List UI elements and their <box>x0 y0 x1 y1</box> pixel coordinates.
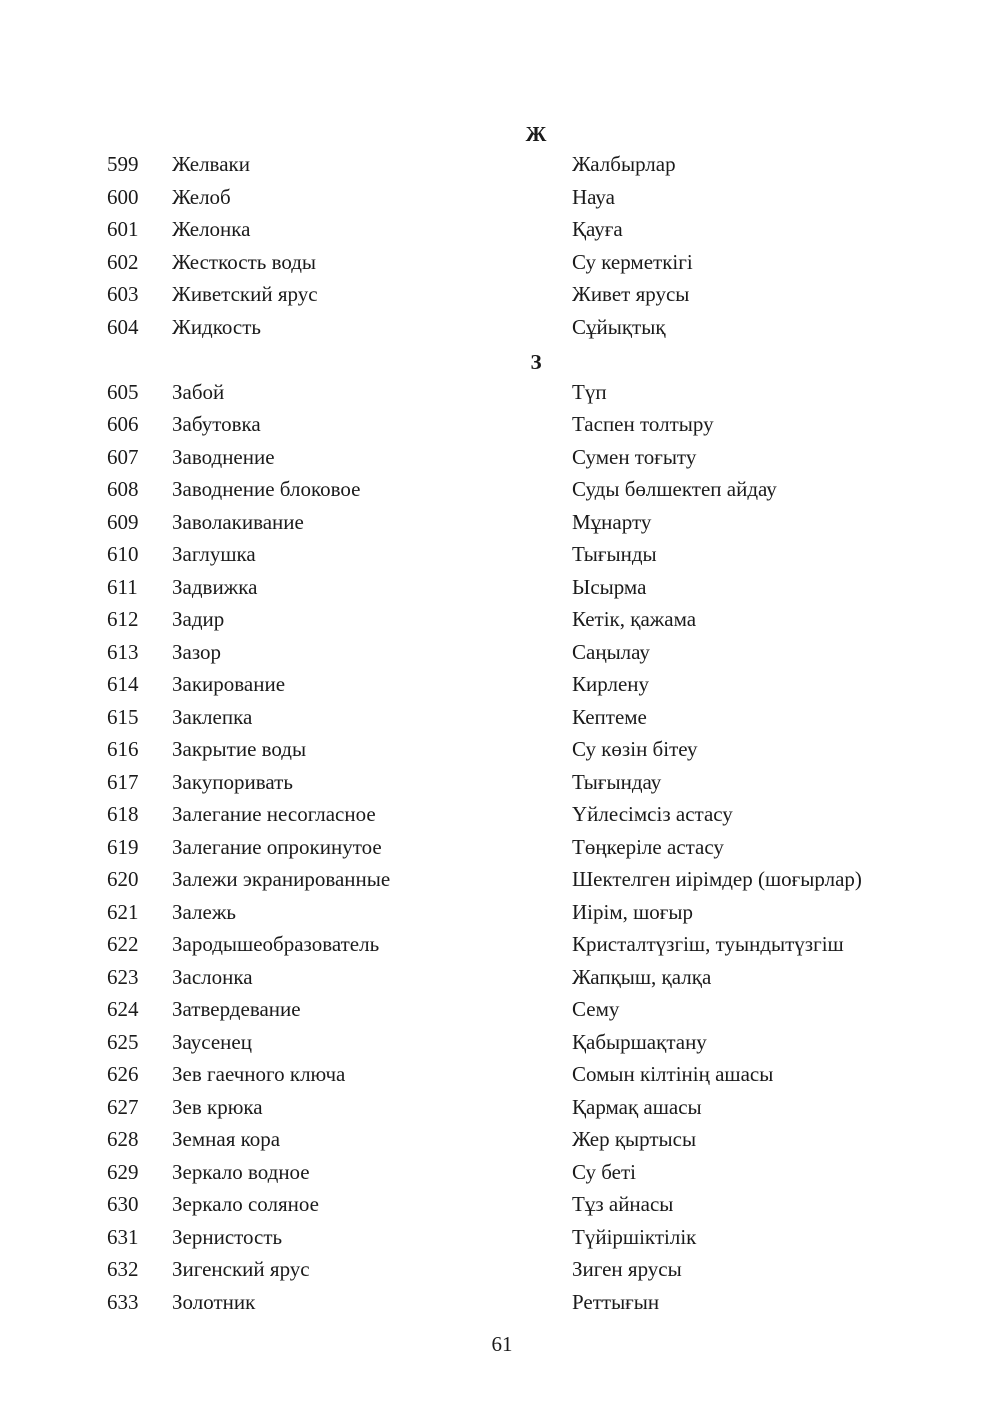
entry-russian-term: Жидкость <box>172 314 261 339</box>
entry-russian-term: Залежь <box>172 899 236 924</box>
entry-russian-term: Заволакивание <box>172 509 304 534</box>
entry-kazakh-term: Қармақ ашасы <box>572 1094 702 1119</box>
entry-kazakh-term: Сумен тоғыту <box>572 444 697 469</box>
entry-kazakh-term: Жапқыш, қалқа <box>572 964 712 989</box>
table-row <box>0 733 1004 766</box>
table-row <box>0 1058 1004 1091</box>
entry-number: 628 <box>107 1127 139 1151</box>
entry-number: 615 <box>107 704 139 729</box>
table-row <box>0 376 1004 409</box>
entry-russian-term: Закупоривать <box>172 769 293 794</box>
entry-russian-term: Залежи экранированные <box>172 867 391 891</box>
table-row <box>0 1253 1004 1286</box>
entry-number: 614 <box>107 672 139 696</box>
entry-number: 601 <box>107 217 139 241</box>
table-row <box>0 311 1004 344</box>
entry-number: 599 <box>107 152 139 176</box>
entry-kazakh-term: Сомын кілтінің ашасы <box>572 1062 774 1086</box>
entry-kazakh-term: Реттығын <box>572 1289 660 1314</box>
table-row <box>0 798 1004 831</box>
table-row <box>0 1286 1004 1319</box>
entry-kazakh-term: Су керметкігі <box>572 249 693 274</box>
table-row <box>0 1156 1004 1189</box>
table-row <box>0 571 1004 604</box>
entry-kazakh-term: Мұнарту <box>572 509 652 534</box>
entry-kazakh-term: Кетік, қажама <box>572 607 697 631</box>
entry-number: 632 <box>107 1257 139 1281</box>
entry-russian-term: Жесткость воды <box>172 249 317 274</box>
entry-number: 630 <box>107 1192 139 1216</box>
entry-russian-term: Задвижка <box>172 574 258 599</box>
entry-russian-term: Залегание опрокинутое <box>172 834 382 859</box>
entry-russian-term: Заусенец <box>172 1029 252 1054</box>
table-row <box>0 928 1004 961</box>
entry-number: 616 <box>107 737 139 761</box>
entry-number: 626 <box>107 1062 139 1086</box>
entry-kazakh-term: Зиген ярусы <box>572 1257 682 1281</box>
entry-kazakh-term: Қауға <box>572 217 623 241</box>
entry-number: 627 <box>107 1094 139 1119</box>
entry-kazakh-term: Сему <box>572 997 620 1021</box>
entry-number: 611 <box>107 574 138 599</box>
entry-kazakh-term: Төңкеріле астасу <box>572 834 724 859</box>
entry-russian-term: Закрытие воды <box>172 737 307 761</box>
entry-number: 617 <box>107 769 139 794</box>
entry-russian-term: Заводнение блоковое <box>172 477 361 501</box>
entry-russian-term: Зигенский ярус <box>172 1257 310 1281</box>
entry-number: 629 <box>107 1159 139 1184</box>
table-row <box>0 278 1004 311</box>
entry-number: 608 <box>107 477 139 501</box>
entry-russian-term: Забутовка <box>172 412 261 436</box>
entry-kazakh-term: Ысырма <box>572 574 647 599</box>
table-row <box>0 1091 1004 1124</box>
table-row <box>0 766 1004 799</box>
entry-kazakh-term: Тұз айнасы <box>572 1192 674 1216</box>
entry-russian-term: Задир <box>172 607 225 631</box>
table-row <box>0 993 1004 1026</box>
entry-number: 624 <box>107 997 139 1021</box>
entry-russian-term: Живетский ярус <box>172 282 318 306</box>
entry-number: 618 <box>107 802 139 826</box>
entry-kazakh-term: Кирлену <box>572 672 650 696</box>
entry-kazakh-term: Түп <box>572 379 607 404</box>
entry-russian-term: Зернистость <box>172 1224 283 1249</box>
table-row <box>0 473 1004 506</box>
entry-russian-term: Затвердевание <box>172 997 301 1021</box>
entry-number: 606 <box>107 412 139 436</box>
entry-kazakh-term: Үйлесімсіз астасу <box>572 802 733 826</box>
entry-russian-term: Зазор <box>172 639 222 664</box>
entry-kazakh-term: Саңылау <box>572 639 650 664</box>
entry-russian-term: Заводнение <box>172 444 275 469</box>
entry-number: 605 <box>107 379 139 404</box>
entry-kazakh-term: Науа <box>572 184 615 209</box>
section-letter-zh: Ж <box>525 122 547 146</box>
entry-russian-term: Забой <box>172 379 225 404</box>
table-row <box>0 896 1004 929</box>
table-row <box>0 1026 1004 1059</box>
entry-kazakh-term: Кристалтүзгіш, туындытүзгіш <box>572 932 844 956</box>
entry-russian-term: Земная кора <box>172 1127 281 1151</box>
entry-russian-term: Закирование <box>172 672 286 696</box>
table-row <box>0 701 1004 734</box>
entry-number: 623 <box>107 964 139 989</box>
entry-kazakh-term: Суды бөлшектеп айдау <box>572 477 777 501</box>
table-row <box>0 538 1004 571</box>
entry-number: 612 <box>107 607 139 631</box>
entry-kazakh-term: Таспен толтыру <box>572 412 714 436</box>
entry-russian-term: Заслонка <box>172 964 253 989</box>
table-row <box>0 408 1004 441</box>
entry-kazakh-term: Жалбырлар <box>572 152 676 176</box>
entry-russian-term: Золотник <box>172 1289 256 1314</box>
table-row <box>0 636 1004 669</box>
table-row <box>0 1123 1004 1156</box>
entry-number: 603 <box>107 282 139 306</box>
entry-kazakh-term: Жер қыртысы <box>572 1127 697 1151</box>
entry-kazakh-term: Тығындау <box>572 769 662 794</box>
entry-number: 631 <box>107 1224 139 1249</box>
entry-russian-term: Желоб <box>172 184 231 209</box>
entry-number: 633 <box>107 1289 139 1314</box>
entry-kazakh-term: Шектелген иірімдер (шоғырлар) <box>572 867 862 891</box>
entry-number: 609 <box>107 509 139 534</box>
table-row <box>0 1221 1004 1254</box>
section-letter-z: З <box>530 350 542 374</box>
entry-kazakh-term: Түйіршіктілік <box>572 1224 697 1249</box>
table-row <box>0 181 1004 214</box>
entry-russian-term: Зародышеобразователь <box>172 932 380 956</box>
entry-russian-term: Желонка <box>172 217 251 241</box>
table-row <box>0 863 1004 896</box>
entry-russian-term: Желваки <box>172 152 250 176</box>
entry-number: 625 <box>107 1029 139 1054</box>
entry-number: 619 <box>107 834 139 859</box>
entry-kazakh-term: Сұйықтық <box>572 314 666 339</box>
entry-russian-term: Залегание несогласное <box>172 802 376 826</box>
entry-kazakh-term: Кептеме <box>572 704 647 729</box>
entry-number: 600 <box>107 184 139 209</box>
table-row <box>0 506 1004 539</box>
entry-number: 610 <box>107 542 139 566</box>
table-row <box>0 1188 1004 1221</box>
entry-number: 620 <box>107 867 139 891</box>
entry-kazakh-term: Тығынды <box>572 542 657 566</box>
table-row <box>0 831 1004 864</box>
table-row <box>0 961 1004 994</box>
table-row <box>0 213 1004 246</box>
entry-kazakh-term: Иірім, шоғыр <box>572 899 694 924</box>
entry-kazakh-term: Су көзін бітеу <box>572 737 698 761</box>
page-number: 61 <box>491 1332 513 1356</box>
entry-russian-term: Зеркало водное <box>172 1159 310 1184</box>
entry-russian-term: Зеркало соляное <box>172 1192 319 1216</box>
entry-number: 604 <box>107 314 139 339</box>
table-row <box>0 441 1004 474</box>
entry-kazakh-term: Қабыршақтану <box>572 1029 707 1054</box>
table-row <box>0 246 1004 279</box>
table-row <box>0 603 1004 636</box>
entry-kazakh-term: Живет ярусы <box>572 282 690 306</box>
entry-russian-term: Зев крюка <box>172 1094 263 1119</box>
entry-number: 613 <box>107 639 139 664</box>
entry-russian-term: Заглушка <box>172 542 256 566</box>
entry-number: 622 <box>107 932 139 956</box>
entry-russian-term: Заклепка <box>172 704 253 729</box>
table-row <box>0 148 1004 181</box>
entry-russian-term: Зев гаечного ключа <box>172 1062 346 1086</box>
entry-number: 607 <box>107 444 139 469</box>
entry-number: 602 <box>107 249 139 274</box>
entry-kazakh-term: Су беті <box>572 1159 636 1184</box>
entry-number: 621 <box>107 899 139 924</box>
table-row <box>0 668 1004 701</box>
